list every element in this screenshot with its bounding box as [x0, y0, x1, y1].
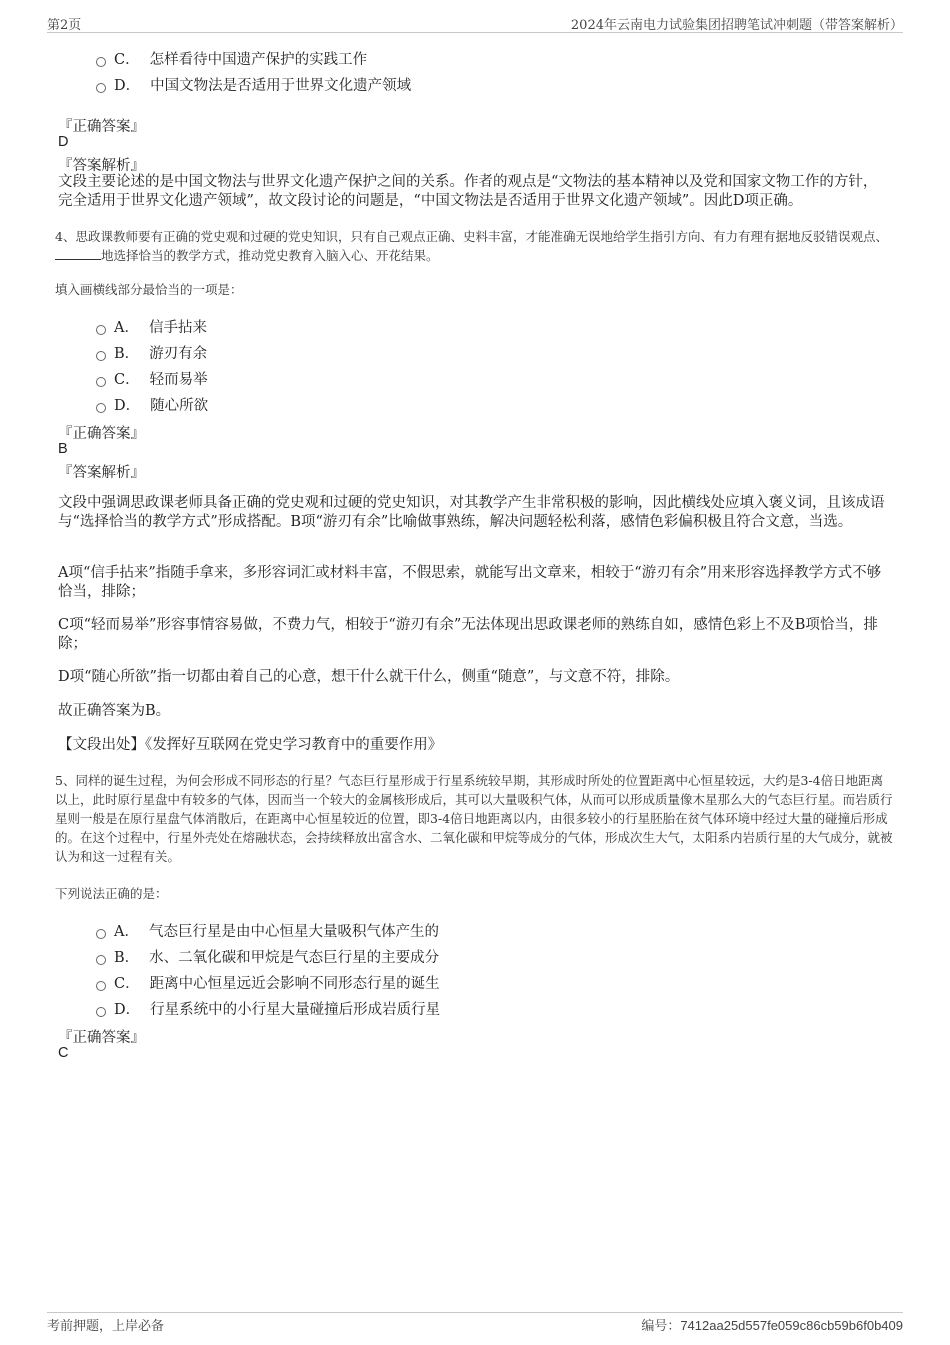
radio-icon[interactable]: [96, 377, 106, 387]
radio-icon[interactable]: [96, 929, 106, 939]
q4-analysis-para-4: D项“随心所欲”指一切都由着自己的心意，想干什么就干什么，侧重“随意”，与文意不符，排除。: [58, 669, 680, 685]
q4-analysis-para-3: C项“轻而易举”形容事情容易做，不费力气，相较于“游刃有余”无法体现出思政课老师的熟练自如，感情色彩上不及B项恰当，排除；: [58, 617, 878, 652]
q3-option-c[interactable]: C． 怎样看待中国遗产保护的实践工作: [96, 48, 367, 69]
q4-answer-label: 『正确答案』: [58, 426, 145, 442]
radio-icon[interactable]: [96, 57, 106, 67]
q5-option-d[interactable]: D． 行星系统中的小行星大量碰撞后形成岩质行星: [96, 998, 440, 1019]
q3-answer: D: [58, 134, 69, 150]
q4-option-a[interactable]: A． 信手拈来: [96, 316, 207, 337]
document-title: 2024年云南电力试验集团招聘笔试冲刺题（带答案解析）: [570, 18, 903, 33]
radio-icon[interactable]: [96, 351, 106, 361]
radio-icon[interactable]: [96, 403, 106, 413]
footer-code: 编号：7412aa25d557fe059c86cb59b6f0b409: [641, 1318, 903, 1334]
radio-icon[interactable]: [96, 1007, 106, 1017]
fill-blank: [55, 247, 101, 260]
radio-icon[interactable]: [96, 325, 106, 335]
q5-option-c[interactable]: C． 距离中心恒星远近会影响不同形态行星的诞生: [96, 972, 440, 993]
page-footer: [47, 1312, 903, 1337]
q4-option-b[interactable]: B． 游刃有余: [96, 342, 207, 363]
q4-answer: B: [58, 441, 68, 457]
q3-analysis-label: 『答案解析』: [58, 158, 145, 174]
q3-analysis: 文段主要论述的是中国文物法与世界文化遗产保护之间的关系。作者的观点是“文物法的基本精神以及党和国家文物工作的方针，完全适用于世界文化遗产领域”，故文段讨论的问题是，“中国文物法是否适用于世界文化遗产领域”。因此D项正确。: [58, 174, 878, 209]
page-number: 第2页: [47, 18, 82, 33]
page-header: [47, 12, 903, 33]
q4-analysis-label: 『答案解析』: [58, 465, 145, 481]
radio-icon[interactable]: [96, 83, 106, 93]
q5-option-a[interactable]: A． 气态巨行星是由中心恒星大量吸积气体产生的: [96, 920, 439, 941]
q4-prompt: 填入画横线部分最恰当的一项是：: [55, 282, 243, 297]
q5-answer: C: [58, 1045, 69, 1061]
q5-answer-label: 『正确答案』: [58, 1030, 145, 1046]
radio-icon[interactable]: [96, 955, 106, 965]
q4-analysis-para-5: 故正确答案为B。: [58, 703, 171, 719]
footer-slogan: 考前押题，上岸必备: [47, 1319, 165, 1334]
q5-stem: 5、同样的诞生过程，为何会形成不同形态的行星？气态巨行星形成于行星系统较早期，其形成时所处的位置距离中心恒星较远，大约是3-4倍日地距离以上，此时原行星盘中有较多的气体，因而当一个较大的金属核形成后，其可以大量吸积气体，从而可以形成质量像木星那么大的气态巨行星。而岩质行星则一般是在原行星盘气体消散后，在距离中心恒星较近的位置，即3-4倍日地距离以内，由很多较小的行星胚胎在贫气体环境中经过大量的碰撞后形成的。在这个过程中，行星外壳处在熔融状态，会持续释放出富含水、二氧化碳和甲烷等成分的气体，形成次生大气，太阳系内岩质行星的大气成分，就被认为和这一过程有关。: [55, 773, 893, 864]
q4-stem: 4、思政课教师要有正确的党史观和过硬的党史知识，只有自己观点正确、史料丰富，才能准确无误地给学生指引方向、有力有理有据地反驳错误观点、地选择恰当的教学方式，推动党史教育入脑入心、开花结果。: [55, 229, 888, 263]
radio-icon[interactable]: [96, 981, 106, 991]
q4-analysis-para-1: 文段中强调思政课老师具备正确的党史观和过硬的党史知识，对其教学产生非常积极的影响，因此横线处应填入褒义词，且该成语与“选择恰当的教学方式”形成搭配。B项“游刃有余”比喻做事熟练，解决问题轻松利落，感情色彩偏积极且符合文意，当选。: [58, 495, 885, 530]
q4-source: 【文段出处】《发挥好互联网在党史学习教育中的重要作用》: [58, 737, 443, 753]
q3-answer-label: 『正确答案』: [58, 119, 145, 135]
q5-option-b[interactable]: B． 水、二氧化碳和甲烷是气态巨行星的主要成分: [96, 946, 439, 967]
q5-prompt: 下列说法正确的是：: [55, 886, 168, 901]
q3-option-d[interactable]: D． 中国文物法是否适用于世界文化遗产领域: [96, 74, 411, 95]
q4-option-d[interactable]: D． 随心所欲: [96, 394, 208, 415]
q4-analysis-para-2: A项“信手拈来”指随手拿来，多形容词汇或材料丰富，不假思索，就能写出文章来，相较于“游刃有余”用来形容选择教学方式不够恰当，排除；: [58, 565, 882, 600]
q4-option-c[interactable]: C． 轻而易举: [96, 368, 208, 389]
